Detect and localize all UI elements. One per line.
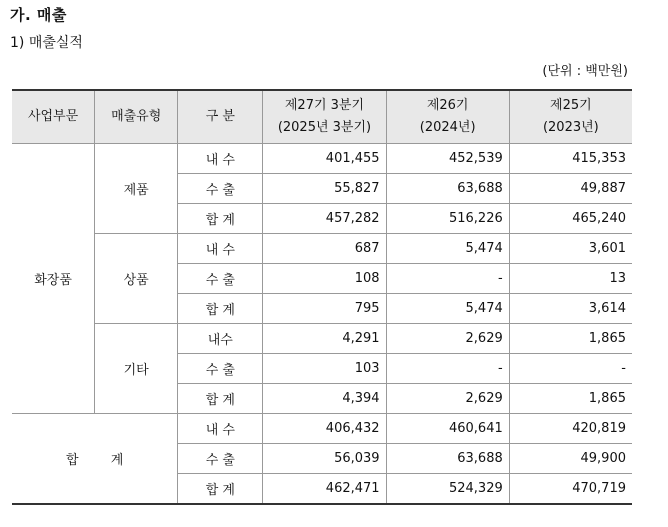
sales-type-cell: 상품 bbox=[95, 234, 178, 324]
value-cell: 108 bbox=[263, 264, 386, 294]
value-cell: 2,629 bbox=[386, 324, 509, 354]
unit-label: (단위 : 백만원) bbox=[542, 64, 628, 79]
value-cell: 465,240 bbox=[509, 204, 632, 234]
category-cell: 내수 bbox=[178, 324, 263, 354]
category-cell: 합 계 bbox=[178, 384, 263, 414]
value-cell: 1,865 bbox=[509, 324, 632, 354]
header-period-3-date: (2023년) bbox=[542, 120, 599, 135]
table-row bbox=[12, 144, 632, 174]
header-category: 구 분 bbox=[178, 90, 263, 144]
table-row bbox=[12, 234, 632, 264]
category-cell: 내 수 bbox=[178, 414, 263, 444]
value-cell: 452,539 bbox=[386, 144, 509, 174]
table-body bbox=[12, 144, 632, 505]
value-cell: 103 bbox=[263, 354, 386, 384]
total-label-cell: 합 계 bbox=[12, 414, 178, 505]
header-period-3-name: 제25기 bbox=[550, 98, 592, 113]
sales-type-cell: 기타 bbox=[95, 324, 178, 414]
category-cell: 수 출 bbox=[178, 264, 263, 294]
value-cell: 63,688 bbox=[386, 444, 509, 474]
section-title: 가. 매출 bbox=[10, 6, 67, 24]
value-cell: 401,455 bbox=[263, 144, 386, 174]
category-cell: 수 출 bbox=[178, 444, 263, 474]
header-row bbox=[12, 90, 632, 144]
value-cell: 687 bbox=[263, 234, 386, 264]
header-period-2-name: 제26기 bbox=[426, 98, 469, 113]
value-cell: 420,819 bbox=[509, 414, 632, 444]
value-cell: 460,641 bbox=[386, 414, 509, 444]
value-cell: 4,291 bbox=[263, 324, 386, 354]
sales-table bbox=[12, 89, 632, 505]
value-cell: 795 bbox=[263, 294, 386, 324]
table-row bbox=[12, 324, 632, 354]
value-cell: 1,865 bbox=[509, 384, 632, 414]
value-cell: 55,827 bbox=[263, 174, 386, 204]
value-cell: 415,353 bbox=[509, 144, 632, 174]
segment-cell: 화장품 bbox=[12, 144, 95, 414]
category-cell: 합 계 bbox=[178, 474, 263, 505]
header-period-2-date: (2024년) bbox=[419, 120, 476, 135]
value-cell: 524,329 bbox=[386, 474, 509, 505]
category-cell: 수 출 bbox=[178, 354, 263, 384]
value-cell: - bbox=[386, 264, 509, 294]
value-cell: 56,039 bbox=[263, 444, 386, 474]
header-period-1-date: (2025년 3분기) bbox=[277, 120, 372, 135]
category-cell: 내 수 bbox=[178, 144, 263, 174]
value-cell: 470,719 bbox=[509, 474, 632, 505]
value-cell: 49,887 bbox=[509, 174, 632, 204]
value-cell: - bbox=[509, 354, 632, 384]
header-period-2 bbox=[386, 90, 509, 144]
header-period-1-name: 제27기 3분기 bbox=[284, 98, 365, 113]
category-cell: 합 계 bbox=[178, 294, 263, 324]
value-cell: 4,394 bbox=[263, 384, 386, 414]
value-cell: 462,471 bbox=[263, 474, 386, 505]
value-cell: 406,432 bbox=[263, 414, 386, 444]
header-period-1 bbox=[263, 90, 386, 144]
value-cell: 5,474 bbox=[386, 234, 509, 264]
value-cell: 2,629 bbox=[386, 384, 509, 414]
table-row bbox=[12, 414, 632, 444]
header-sales-type: 매출유형 bbox=[95, 90, 178, 144]
value-cell: 49,900 bbox=[509, 444, 632, 474]
value-cell: 5,474 bbox=[386, 294, 509, 324]
value-cell: 516,226 bbox=[386, 204, 509, 234]
sales-type-cell: 제품 bbox=[95, 144, 178, 234]
header-segment: 사업부문 bbox=[12, 90, 95, 144]
value-cell: 457,282 bbox=[263, 204, 386, 234]
category-cell: 내 수 bbox=[178, 234, 263, 264]
value-cell: - bbox=[386, 354, 509, 384]
value-cell: 13 bbox=[509, 264, 632, 294]
section-subtitle: 1) 매출실적 bbox=[10, 35, 83, 51]
category-cell: 수 출 bbox=[178, 174, 263, 204]
header-period-3 bbox=[509, 90, 632, 144]
category-cell: 합 계 bbox=[178, 204, 263, 234]
value-cell: 63,688 bbox=[386, 174, 509, 204]
value-cell: 3,614 bbox=[509, 294, 632, 324]
value-cell: 3,601 bbox=[509, 234, 632, 264]
table-header bbox=[12, 90, 632, 144]
